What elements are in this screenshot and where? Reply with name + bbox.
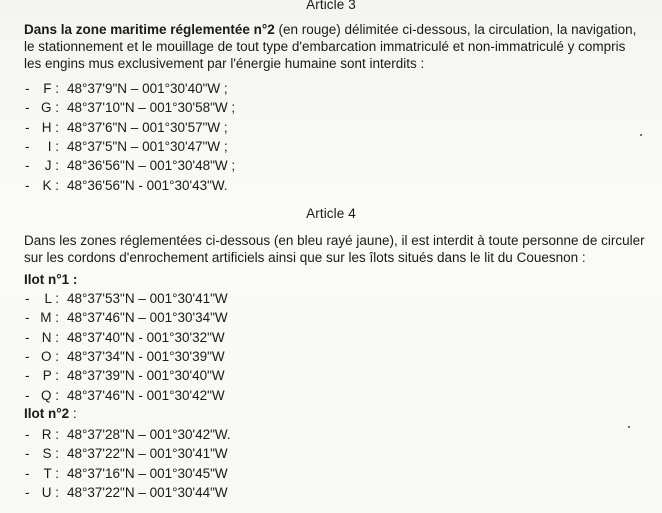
article-3-point-row	[25, 157, 235, 174]
list-dash: -	[25, 119, 30, 135]
scan-speck	[628, 426, 630, 428]
list-dash: -	[25, 465, 30, 481]
list-dash: -	[25, 484, 30, 500]
point-letter: K :	[42, 177, 59, 193]
point-letter: G :	[40, 100, 59, 116]
article-3-intro-line-3: les engins mus exclusivement par l'énergie humaine sont interdits :	[24, 56, 425, 71]
article-4-title: Article 4	[306, 206, 356, 221]
list-dash: -	[25, 310, 30, 326]
point-letter: S :	[42, 446, 59, 462]
ilot-2-point-row	[25, 484, 228, 501]
article-3-point-row	[25, 138, 228, 155]
point-coordinates: 48°37'46"N - 001°30'42"W	[67, 387, 225, 403]
point-letter: L :	[44, 291, 59, 306]
article-4-intro	[24, 232, 649, 266]
list-dash: -	[25, 291, 30, 306]
ilot-1-point-row	[25, 367, 225, 384]
point-letter: O :	[40, 348, 59, 364]
article-3-point-row	[25, 119, 228, 136]
point-letter: M :	[40, 310, 59, 326]
ilot-2-point-row	[25, 445, 228, 462]
list-dash: -	[25, 177, 30, 193]
ilot-1-colon: :	[69, 272, 78, 287]
point-coordinates: 48°37'6"N – 001°30'57"W ;	[67, 119, 228, 135]
list-dash: -	[25, 81, 30, 96]
point-letter: H :	[41, 119, 59, 135]
ilot-1-point-row	[25, 290, 228, 307]
article-3-point-row	[25, 99, 235, 116]
list-dash: -	[25, 158, 30, 174]
article-3-intro	[24, 21, 649, 72]
point-coordinates: 48°37'22"N – 001°30'41"W	[67, 446, 228, 462]
ilot-1-point-row	[25, 329, 225, 346]
point-coordinates: 48°37'5"N – 001°30'47"W ;	[67, 138, 228, 154]
list-dash: -	[25, 446, 30, 462]
list-dash: -	[25, 387, 30, 403]
point-coordinates: 48°37'28"N – 001°30'42"W.	[67, 427, 231, 442]
ilot-1-point-row	[25, 387, 225, 404]
point-coordinates: 48°37'9"N – 001°30'40"W ;	[67, 81, 228, 96]
point-coordinates: 48°37'16"N – 001°30'45"W	[67, 465, 228, 481]
article-3-intro-line-1-rest: (en rouge) délimitée ci-dessous, la circulation, la navigation,	[274, 22, 637, 37]
list-dash: -	[25, 138, 30, 154]
list-dash: -	[25, 427, 30, 442]
article-3-point-row	[25, 80, 228, 97]
article-3-intro-line-1	[24, 21, 649, 38]
point-letter: U :	[41, 484, 59, 500]
scan-speck	[640, 134, 642, 136]
article-3-zone-label: Dans la zone maritime réglementée n°2	[24, 22, 275, 37]
ilot-2-point-row	[25, 426, 231, 443]
point-letter: J :	[44, 158, 59, 174]
point-coordinates: 48°37'22"N – 001°30'44"W	[67, 484, 228, 500]
point-coordinates: 48°37'46"N – 001°30'34"W	[67, 310, 228, 326]
point-coordinates: 48°37'10"N – 001°30'58"W ;	[67, 100, 236, 116]
point-coordinates: 48°36'56"N – 001°30'48"W ;	[67, 158, 236, 174]
article-4-intro-line-2: sur les cordons d'enrochement artificiels ainsi que sur les îlots situés dans le lit du Couesnon :	[24, 250, 586, 265]
point-letter: I :	[47, 138, 59, 154]
ilot-2-colon: :	[69, 406, 77, 421]
ilot-1-heading	[24, 272, 77, 287]
point-coordinates: 48°37'40"N - 001°30'32"W	[67, 329, 225, 345]
point-coordinates: 48°37'53"N – 001°30'41"W	[67, 291, 228, 306]
list-dash: -	[25, 100, 30, 116]
point-letter: R :	[41, 427, 59, 442]
point-coordinates: 48°37'39"N - 001°30'40"W	[67, 368, 225, 384]
ilot-2-point-row	[25, 465, 228, 482]
point-letter: P :	[42, 368, 59, 384]
point-coordinates: 48°36'56"N - 001°30'43"W.	[67, 177, 228, 193]
point-letter: T :	[43, 465, 59, 481]
ilot-2-heading	[24, 406, 77, 421]
article-3-title: Article 3	[306, 0, 356, 12]
point-coordinates: 48°37'34"N - 001°30'39"W	[67, 348, 225, 364]
point-letter: Q :	[40, 387, 59, 403]
article-4-intro-line-1: Dans les zones réglementées ci-dessous (en bleu rayé jaune), il est interdit à toute personne de circuler	[24, 233, 645, 248]
article-3-intro-line-2: le stationnement et le mouillage de tout type d'embarcation immatriculé et non-immatriculé y compris	[24, 39, 626, 54]
point-letter: F :	[43, 81, 59, 96]
article-3-point-row	[25, 177, 228, 194]
list-dash: -	[25, 329, 30, 345]
list-dash: -	[25, 368, 30, 384]
ilot-1-label: Ilot n°1	[24, 272, 70, 287]
point-letter: N :	[41, 329, 59, 345]
ilot-2-label: Ilot n°2	[24, 406, 70, 421]
list-dash: -	[25, 348, 30, 364]
ilot-1-point-row	[25, 348, 225, 365]
ilot-1-point-row	[25, 309, 228, 326]
